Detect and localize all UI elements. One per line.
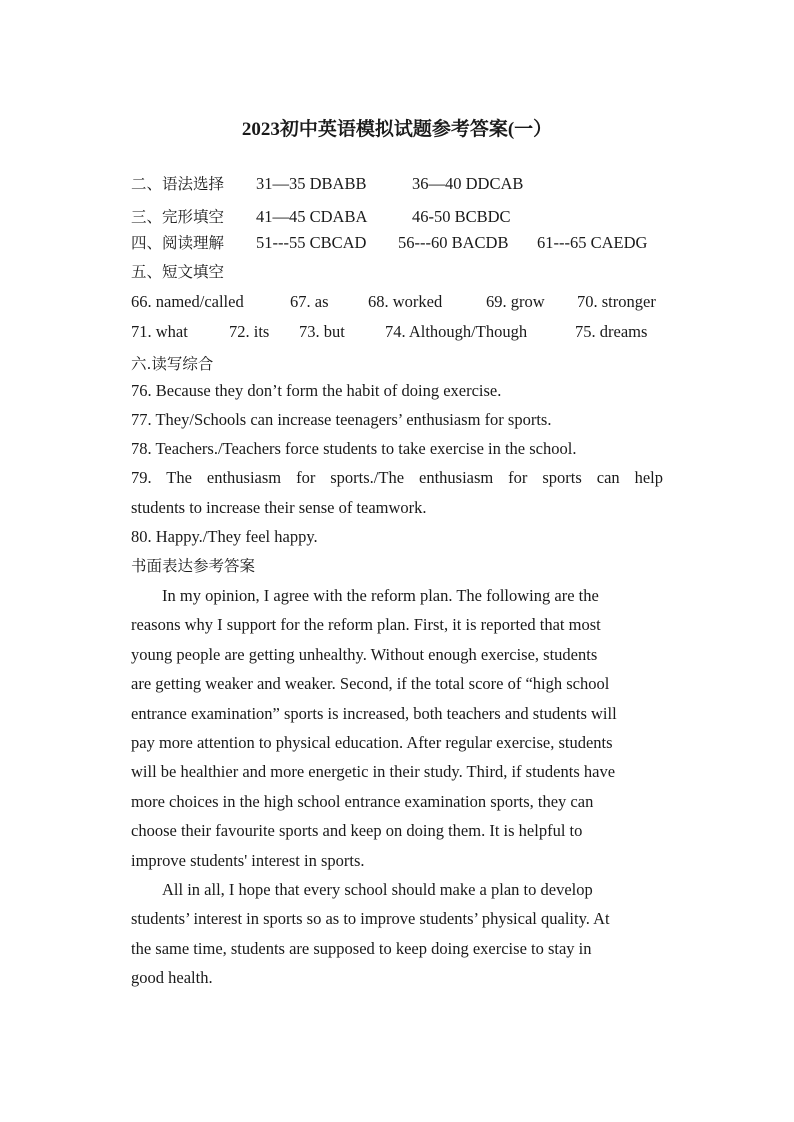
reading-writing-heading: 六.读写综合 [131,355,214,373]
answer-69: 69. grow [486,292,545,311]
essay-p1-line-2: reasons why I support for the reform plan. First, it is reported that most [131,615,601,634]
grammar-answers-36-40: 36—40 DDCAB [412,174,524,193]
answer-80: 80. Happy./They feel happy. [131,527,318,546]
essay-p1-line-9: choose their favourite sports and keep on doing them. It is helpful to [131,821,583,840]
essay-p2-line-2: students’ interest in sports so as to improve students’ physical quality. At [131,909,610,928]
essay-p1-line-8: more choices in the high school entrance examination sports, they can [131,792,594,811]
reading-answers-56-60: 56---60 BACDB [398,233,509,252]
reading-answers-51-55: 51---55 CBCAD [256,233,367,252]
essay-p2-line-3: the same time, students are supposed to keep doing exercise to stay in [131,939,592,958]
answer-77: 77. They/Schools can increase teenagers’ enthusiasm for sports. [131,410,552,429]
cloze-answers-41-45: 41—45 CDABA [256,207,368,226]
answer-79-line-2: students to increase their sense of teamwork. [131,498,427,517]
answer-75: 75. dreams [575,322,648,341]
answer-72: 72. its [229,322,270,341]
essay-p1-line-1: In my opinion, I agree with the reform plan. The following are the [162,586,599,605]
cloze-heading: 三、完形填空 [131,208,225,226]
essay-p1-line-6: pay more attention to physical education. After regular exercise, students [131,733,613,752]
writing-heading: 书面表达参考答案 [131,557,256,575]
page-title: 2023初中英语模拟试题参考答案(一） [241,119,553,140]
cloze-answers-46-50: 46-50 BCBDC [412,207,511,226]
answer-66: 66. named/called [131,292,244,311]
reading-heading: 四、阅读理解 [131,234,225,252]
answer-73: 73. but [299,322,345,341]
essay-p1-line-7: will be healthier and more energetic in their study. Third, if students have [131,762,616,781]
answer-79-line-1: 79. The enthusiasm for sports./The enthusiasm for sports can help [131,468,663,487]
grammar-heading: 二、语法选择 [131,175,225,193]
answer-76: 76. Because they don’t form the habit of doing exercise. [131,381,502,400]
reading-answers-61-65: 61---65 CAEDG [537,233,648,252]
answer-67: 67. as [290,292,329,311]
answer-71: 71. what [131,322,188,341]
essay-p1-line-4: are getting weaker and weaker. Second, if the total score of “high school [131,674,610,693]
essay-p2-line-1: All in all, I hope that every school should make a plan to develop [162,880,593,899]
essay-p1-line-5: entrance examination” sports is increased, both teachers and students will [131,704,617,723]
answer-68: 68. worked [368,292,443,311]
essay-p1-line-10: improve students' interest in sports. [131,851,365,870]
fill-blanks-heading: 五、短文填空 [131,263,225,281]
grammar-answers-31-35: 31—35 DBABB [256,174,367,193]
answer-70: 70. stronger [577,292,656,311]
answer-74: 74. Although/Though [385,322,528,341]
answer-78: 78. Teachers./Teachers force students to take exercise in the school. [131,439,577,458]
essay-p1-line-3: young people are getting unhealthy. Without enough exercise, students [131,645,598,664]
essay-p2-line-4: good health. [131,968,213,987]
